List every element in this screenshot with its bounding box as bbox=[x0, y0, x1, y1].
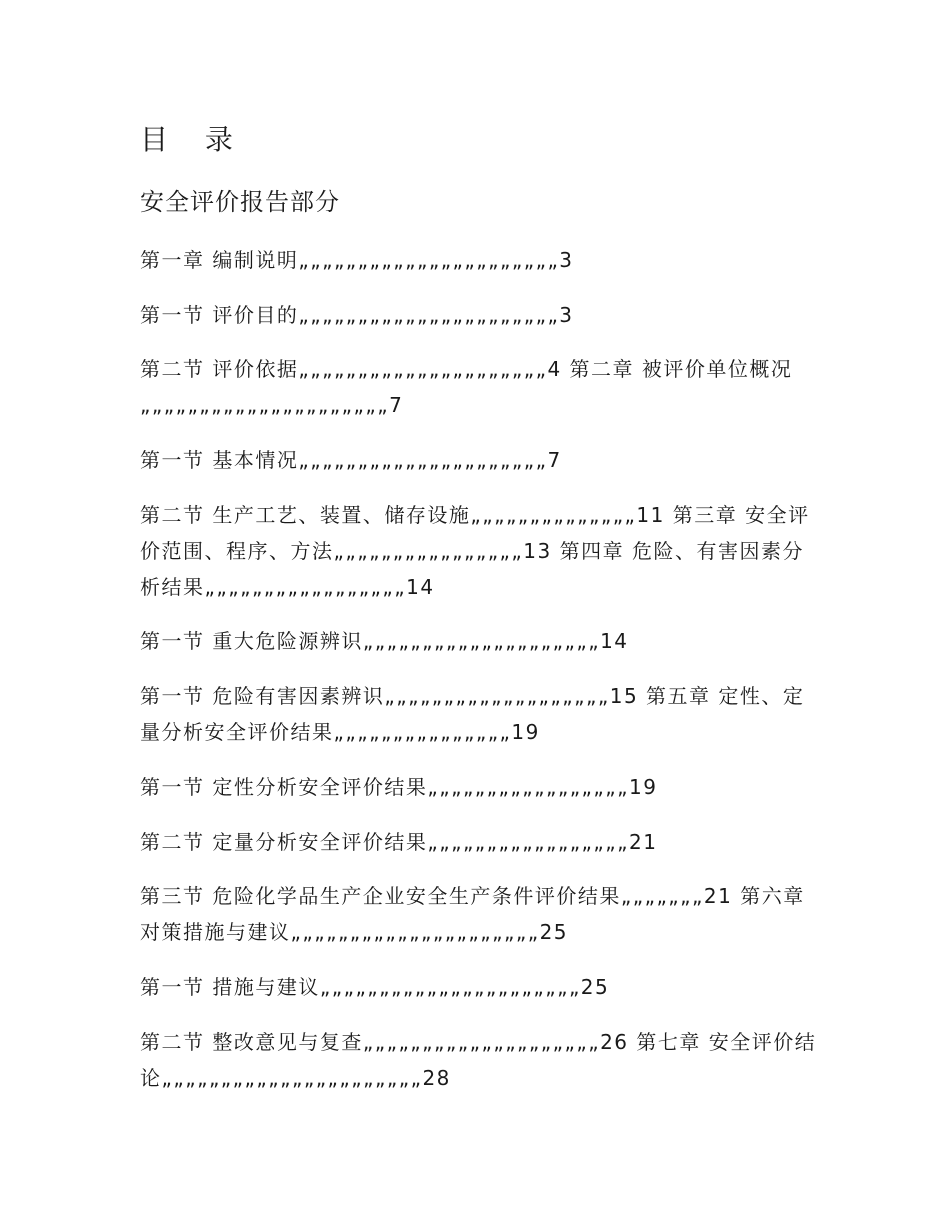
toc-entry[interactable]: 第一节 重大危险源辨识„„„„„„„„„„„„„„„„„„„„14 bbox=[140, 629, 629, 653]
toc-entry[interactable]: 第一节 评价目的„„„„„„„„„„„„„„„„„„„„„„3 bbox=[140, 303, 574, 327]
toc-entry[interactable]: 第三节 危险化学品生产企业安全生产条件评价结果„„„„„„„21 第六章 对策措施与建议„„„„„„„„„„„„„„„„„„„„„25 bbox=[140, 884, 805, 944]
toc-entry[interactable]: 第一节 措施与建议„„„„„„„„„„„„„„„„„„„„„„25 bbox=[140, 975, 610, 999]
toc-entry[interactable]: 第一章 编制说明„„„„„„„„„„„„„„„„„„„„„„3 bbox=[140, 248, 574, 272]
toc-entry[interactable]: 第二节 整改意见与复查„„„„„„„„„„„„„„„„„„„„26 第七章 安全评价结论„„„„„„„„„„„„„„„„„„„„„„28 bbox=[140, 1030, 817, 1090]
toc-entry[interactable]: 第二节 定量分析安全评价结果„„„„„„„„„„„„„„„„„21 bbox=[140, 830, 658, 854]
toc-entry[interactable]: 第一节 危险有害因素辨识„„„„„„„„„„„„„„„„„„„15 第五章 定性、定量分析安全评价结果„„„„„„„„„„„„„„„19 bbox=[140, 684, 805, 744]
toc-entry[interactable]: 第二节 评价依据„„„„„„„„„„„„„„„„„„„„„4 第二章 被评价单位概况„„„„„„„„„„„„„„„„„„„„„7 bbox=[140, 357, 793, 417]
toc-entry[interactable]: 第一节 基本情况„„„„„„„„„„„„„„„„„„„„„7 bbox=[140, 448, 562, 472]
toc-entry[interactable]: 第一节 定性分析安全评价结果„„„„„„„„„„„„„„„„„19 bbox=[140, 775, 658, 799]
section-heading: 安全评价报告部分 bbox=[140, 188, 340, 216]
page-title: 目 录 bbox=[140, 123, 247, 156]
toc-entry[interactable]: 第二节 生产工艺、装置、储存设施„„„„„„„„„„„„„„11 第三章 安全评价范围、程序、方法„„„„„„„„„„„„„„„„13 第四章 危险、有害因素分析结果„„„„„„„„„„„„„„„„„14 bbox=[140, 503, 810, 599]
